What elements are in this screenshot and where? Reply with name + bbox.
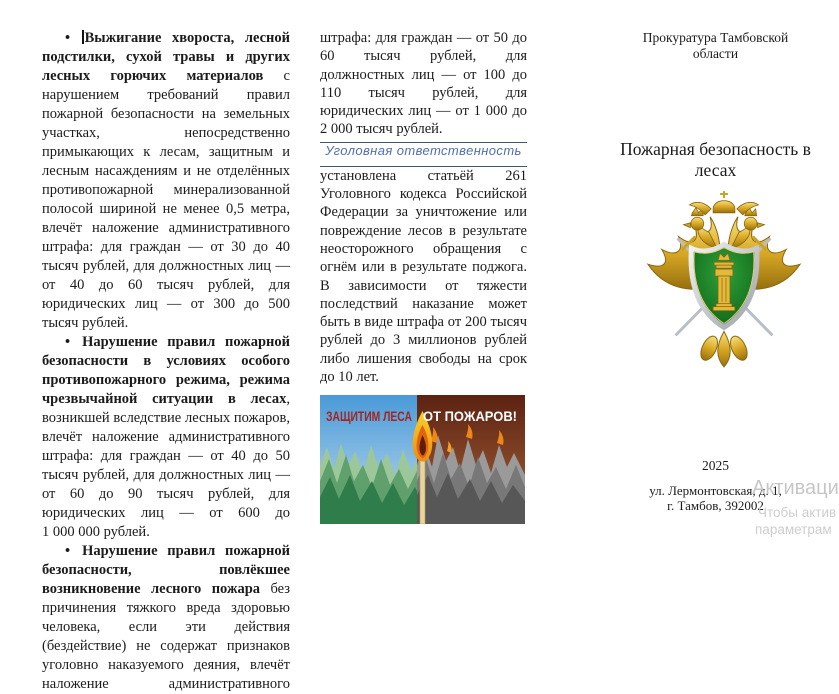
poster-title-right: ОТ ПОЖАРОВ! (423, 408, 517, 425)
bullet-paragraph-burning[interactable] (42, 29, 290, 333)
watermark-line-1: Активаци (752, 477, 839, 499)
bullet-glyph: • (65, 543, 71, 559)
eagle-tail (697, 331, 750, 367)
paragraph-bold-lead: Выжигание хвороста, лесной подстилки, сухой травы и других лесных горючих материалов (42, 30, 290, 84)
left-column (42, 29, 290, 694)
org-name[interactable]: Прокуратура Тамбовской области (642, 30, 789, 61)
watermark-line-3: параметрам (755, 522, 832, 537)
bullet-glyph: • (65, 334, 71, 350)
paragraph-bold-lead: Нарушение правил пожарной безопасности в условиях особого противопожарного режима, режима чрезвычайной ситуации в лесах (42, 334, 290, 407)
bullet-paragraph-forest-fire[interactable] (42, 542, 290, 694)
watermark-line-2: Чтобы актив (758, 505, 837, 520)
prosecutor-double-eagle-emblem[interactable] (640, 186, 808, 376)
address-line-1: ул. Лермонтовская, д. 1, (649, 483, 782, 498)
middle-column (320, 29, 527, 524)
publication-year[interactable]: 2025 (702, 458, 729, 473)
paragraph-criminal-code[interactable]: установлена статьёй 261 Уголовного кодекса Российской Федерации за уничтожение или повреждение лесов в результате неосторожного обращения с огнём или в результате поджога. В зависимости от тяжести последствий наказание может быть в виде штрафа от 200 тысяч рублей до 3 миллионов рублей либо лишения свободы на срок до 10 лет. (320, 167, 527, 386)
bullet-glyph: • (65, 30, 71, 46)
brochure-title[interactable]: Пожарная безопасность в лесах (620, 139, 811, 180)
paragraph-fines-continued[interactable]: штрафа: для граждан — от 50 до 60 тысяч рублей, для должностных лиц — от 100 до 110 тысяч рублей, для юридических лиц — от 1 000 до 2 000 тысяч рублей. (320, 30, 527, 138)
paragraph-bold-lead: Нарушение правил пожарной безопасности, повлёкшее возникновение лесного пожара (42, 543, 290, 597)
protect-forests-from-fire-poster[interactable] (320, 395, 525, 524)
paragraph-body: с нарушением требований правил пожарной безопасности на земельных участках, непосредственно примыкающих к лесам, защитным и лесным насаждениям и не отделённых противопожарной минерализованной полосой шириной не менее 0,5 метра, влечёт наложение административного штрафа: для граждан — от 30 до 40 тысяч рублей, для должностных лиц — от 40 до 60 тысяч рублей, для юридических лиц — от 300 до 500 тысяч рублей. (42, 68, 290, 331)
right-column (592, 0, 839, 548)
paragraph-body: , возникшей вследствие лесных пожаров, влечёт наложение административного штрафа: для граждан — от 40 до 50 тысяч рублей, для должностных лиц — от 60 до 90 тысяч рублей, для юридических лиц — от 600 до 1 000 000 рублей. (42, 391, 290, 540)
poster-title-left: ЗАЩИТИМ ЛЕСА (326, 408, 412, 425)
text-cursor (82, 30, 84, 44)
section-heading-criminal-liability[interactable]: Уголовная ответственность (325, 142, 522, 158)
address-line-2: г. Тамбов, 392002 (667, 498, 764, 513)
bullet-paragraph-special-regime[interactable] (42, 333, 290, 542)
paragraph-body: без причинения тяжкого вреда здоровью человека, если эти действия (бездействие) не содержат признаков уголовно наказуемого деяния, влечёт наложение административного (42, 581, 290, 692)
